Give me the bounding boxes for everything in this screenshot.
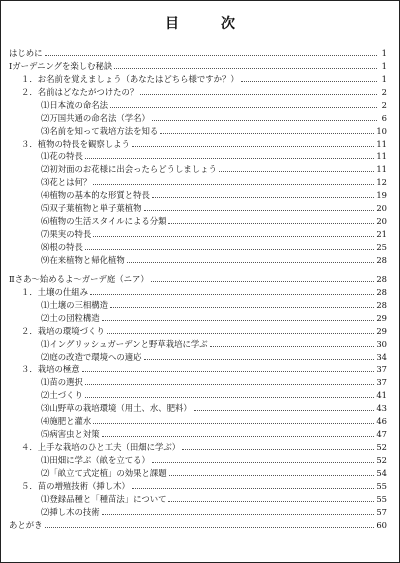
toc-entry	[9, 387, 387, 400]
toc-entry	[9, 297, 387, 310]
toc-entry-page-number: 25	[376, 242, 387, 252]
toc-entry-label: ⑷植物の基本的な形質と特長	[41, 190, 150, 201]
toc-entry-page-number: 20	[376, 216, 387, 227]
toc-entry-page-number: 11	[376, 151, 387, 162]
dot-leader	[144, 210, 375, 211]
toc-entry-page-number: 37	[376, 377, 387, 388]
toc-entry-page-number: 43	[376, 403, 387, 414]
toc-entry-label: ⑵庭の改造で環境への適応	[41, 351, 142, 362]
dot-leader	[132, 488, 374, 489]
dot-leader	[93, 423, 374, 424]
toc-entry	[9, 226, 387, 239]
toc-entry	[9, 374, 387, 387]
dot-leader	[210, 346, 375, 347]
toc-entry-page-number: 11	[376, 164, 387, 175]
toc-entry	[9, 252, 387, 265]
dot-leader	[45, 527, 375, 528]
toc-entry	[9, 136, 387, 149]
dot-leader	[93, 184, 374, 185]
toc-entry	[9, 161, 387, 174]
toc-entry-page-number: 29	[376, 325, 387, 336]
toc-entry-label: ⑴田畑に学ぶ（畝を立てる）	[41, 455, 150, 465]
dot-leader	[241, 81, 377, 82]
toc-entry-page-number: 37	[376, 364, 387, 375]
dot-leader	[140, 94, 377, 95]
toc-entry	[9, 336, 387, 349]
toc-entry-page-number: 60	[376, 519, 387, 530]
toc-entry	[9, 439, 387, 452]
toc-entry-label: ⑵初対面のお花様に出会ったらどうしましょう	[41, 164, 217, 175]
toc-entry-label: ⑵挿し木の技術	[41, 506, 100, 517]
dot-leader	[194, 410, 375, 411]
toc-entry-page-number: 10	[376, 125, 387, 136]
dot-leader	[110, 307, 374, 308]
toc-entry-page-number: 30	[376, 338, 387, 349]
toc-entry	[9, 45, 387, 58]
dot-leader	[152, 197, 374, 198]
dot-leader	[45, 55, 378, 56]
toc-entry-label: ⑴登録品種と「種苗法」について	[41, 493, 167, 504]
dot-leader	[85, 158, 374, 159]
dot-leader	[107, 333, 375, 334]
dot-leader	[168, 223, 374, 224]
toc-entry-page-number: 28	[376, 299, 387, 310]
toc-entry-label: ⑸双子葉植物と単子葉植物	[41, 203, 142, 214]
toc-entry-label: はじめに	[9, 47, 43, 58]
dot-leader	[127, 262, 375, 263]
toc-entry-label: ２．栽培の環境づくり	[21, 325, 105, 336]
toc-entry	[9, 200, 387, 213]
dot-leader	[169, 475, 375, 476]
toc-entry-label: ⑴イングリッシュガーデンと野草栽培に学ぶ	[41, 338, 208, 349]
dot-leader	[160, 133, 374, 134]
toc-entry-page-number: 41	[376, 390, 387, 401]
toc-entry-label: ⑸病害虫と対策	[41, 429, 100, 440]
toc-entry	[9, 504, 387, 517]
toc-entry-label: Ⅰガーデニングを楽しむ秘訣	[9, 60, 113, 71]
toc-entry	[9, 58, 387, 71]
toc-entry-label: ⑷施肥と灌水	[41, 416, 92, 427]
toc-entry-label: Ⅱさあ～始めるよ～ガーデ庭（ニア）	[9, 273, 149, 284]
toc-entry-page-number: 2	[381, 99, 387, 110]
dot-leader	[151, 281, 375, 282]
dot-leader	[168, 501, 374, 502]
toc-entry-label: あとがき	[9, 519, 43, 530]
toc-entry-label: １．土壌の仕組み	[21, 286, 88, 297]
toc-entry	[9, 239, 387, 252]
toc-entry-label: ⑶花とは何？	[41, 177, 92, 188]
toc-entry	[9, 174, 387, 187]
dot-leader	[132, 146, 374, 147]
toc-entry	[9, 97, 387, 110]
toc-entry-label: ⑵土づくり	[41, 390, 83, 401]
toc-entry-label: ⑴土壌の三相構造	[41, 299, 108, 310]
toc-entry-page-number: 29	[376, 312, 387, 323]
toc-entry-page-number: 12	[376, 177, 387, 188]
toc-entry	[9, 413, 387, 426]
dot-leader	[102, 436, 375, 437]
toc-entry	[9, 465, 387, 478]
toc-entry-page-number: 1	[381, 47, 387, 58]
toc-entry	[9, 452, 387, 465]
toc-entry-label: ⑵万国共通の命名法（学名）	[41, 112, 150, 123]
toc-entry	[9, 123, 387, 136]
toc-entry-label: ５．苗の増殖技術（挿し木）	[21, 480, 130, 491]
toc-entry-label: ⑶名前を知って栽培方法を知る	[41, 125, 159, 136]
dot-leader	[90, 294, 374, 295]
toc-entry-label: ２．名前はどなたがつけたの？	[21, 86, 139, 97]
toc-entry-label: ⑼在来植物と帰化植物	[41, 254, 125, 265]
toc-entry-page-number: 52	[376, 442, 387, 453]
toc-entry-page-number: 47	[376, 429, 387, 440]
toc-entry	[9, 517, 387, 530]
toc-entry-page-number: 1	[381, 73, 387, 84]
dot-leader	[152, 120, 377, 121]
toc-entry-label: ４．上手な栽培のひと工夫（田畑に学ぶ）	[21, 442, 181, 453]
dot-leader	[102, 320, 375, 321]
toc-entry	[9, 349, 387, 362]
toc-entry-page-number: 21	[376, 229, 387, 240]
toc-entry	[9, 323, 387, 336]
toc-entry-page-number: 52	[376, 455, 387, 465]
toc-entry	[9, 149, 387, 162]
toc-entry-label: ⑴花の特長	[41, 151, 83, 162]
toc-entry-page-number: 28	[376, 286, 387, 297]
toc-entry-page-number: 20	[376, 203, 387, 214]
toc-entry	[9, 284, 387, 297]
dot-leader	[110, 107, 377, 108]
dot-leader	[82, 371, 375, 372]
toc-entry-page-number: 2	[381, 86, 387, 97]
toc-entry-page-number: 55	[376, 480, 387, 491]
toc-entry	[9, 362, 387, 375]
toc-entry-label: ３．植物の特長を観察しよう	[21, 138, 130, 149]
toc-entry	[9, 84, 387, 97]
toc-entry-label: １．お名前を覚えましょう（あなたはどちら様ですか？）	[21, 73, 239, 84]
dot-leader	[85, 249, 374, 250]
toc-entry-label: ⑶山野草の栽培環境（用土、水、肥料）	[41, 403, 192, 414]
toc-entry-page-number: 19	[376, 190, 387, 201]
toc-entry-page-number: 54	[376, 467, 387, 478]
dot-leader	[152, 462, 374, 463]
toc-entry-page-number: 11	[376, 138, 387, 149]
toc-entry-page-number: 57	[376, 506, 387, 517]
dot-leader	[144, 359, 375, 360]
toc-entry-label: ⑵土の団粒構造	[41, 312, 100, 323]
dot-leader	[85, 384, 374, 385]
toc-entry	[9, 400, 387, 413]
toc-entry-label: ⑺果実の特長	[41, 229, 92, 240]
toc-entry	[9, 110, 387, 123]
toc-entry	[9, 478, 387, 491]
toc-entry	[9, 310, 387, 323]
toc-entry-label: ⑴苗の選択	[41, 377, 83, 388]
toc-entry-label: ⑴日本流の命名法	[41, 99, 108, 110]
toc-entry-label: ⑻根の特長	[41, 242, 83, 252]
toc-entry	[9, 187, 387, 200]
dot-leader	[93, 236, 374, 237]
toc-entry-page-number: 55	[376, 493, 387, 504]
toc-entry	[9, 71, 387, 84]
toc-entry-page-number: 28	[376, 254, 387, 265]
toc-entry-page-number: 46	[376, 416, 387, 427]
toc-entry-label: ⑹植物の生活スタイルによる分類	[41, 216, 167, 227]
toc-entry	[9, 426, 387, 439]
toc-entry-page-number: 6	[381, 112, 387, 123]
dot-leader	[85, 397, 374, 398]
toc-entry-label: ３．栽培の極意	[21, 364, 80, 375]
dot-leader	[102, 514, 375, 515]
toc-entry-label: ⑵「畝立て式定植」の効果と課題	[41, 467, 167, 478]
toc-entry-page-number: 28	[376, 273, 387, 284]
toc-entry-page-number: 34	[376, 351, 387, 362]
dot-leader	[182, 449, 374, 450]
dot-leader	[114, 68, 377, 69]
toc-entry	[9, 213, 387, 226]
toc-entry	[9, 271, 387, 284]
table-of-contents	[9, 45, 387, 530]
toc-entry	[9, 491, 387, 504]
dot-leader	[219, 171, 374, 172]
toc-entry-page-number: 1	[381, 60, 387, 71]
page-title: 目 次	[165, 16, 249, 32]
